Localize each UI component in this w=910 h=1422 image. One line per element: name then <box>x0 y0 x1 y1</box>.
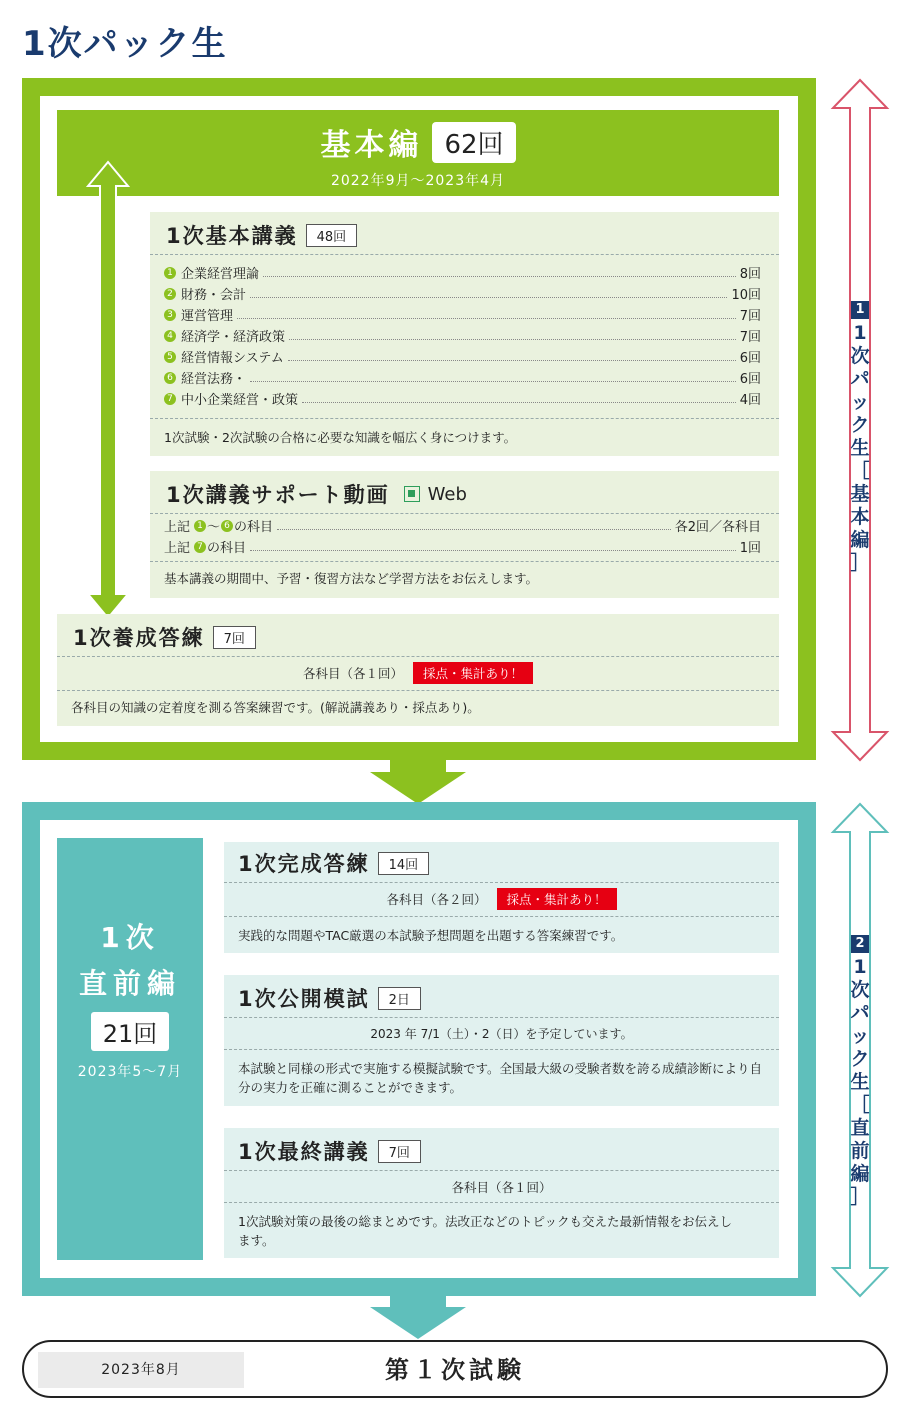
subject-count: 4回 <box>739 393 761 408</box>
side-label-basic <box>840 296 880 575</box>
final-section-name-line1: 1次 <box>100 921 160 954</box>
side-char: 1 <box>853 956 867 978</box>
side-char: ］ <box>850 552 870 574</box>
side-char: ク <box>850 1048 870 1070</box>
training-card <box>57 614 779 726</box>
training-schedule: 各科目（各１回） <box>302 666 403 681</box>
subject-number-icon: 5 <box>164 351 176 363</box>
subject-count: 7回 <box>739 330 761 345</box>
side-char: 前 <box>850 1140 870 1162</box>
subject-number-icon: 6 <box>221 520 233 532</box>
subject-label: 企業経営理論 <box>181 267 260 282</box>
basic-lecture-description: 1次試験・2次試験の合格に必要な知識を幅広く身につけます。 <box>164 430 517 445</box>
down-arrow-icon <box>370 1295 466 1339</box>
subject-count: 10回 <box>731 288 761 303</box>
subject-label: 運営管理 <box>181 309 234 324</box>
side-char: ］ <box>850 1186 870 1208</box>
side-char: 編 <box>850 529 870 551</box>
subject-number-icon: 3 <box>164 309 176 321</box>
support-video-card <box>150 471 779 598</box>
side-char: 直 <box>850 1117 870 1139</box>
mock-exam-schedule: 2023 年 7/1（土）・2（日）を予定しています。 <box>370 1027 633 1041</box>
basic-lecture-count: 48回 <box>306 224 358 247</box>
final-lecture-count: 7回 <box>378 1140 421 1163</box>
side-char: ［ <box>850 1094 870 1116</box>
side-char: パ <box>850 368 870 390</box>
mock-exam-description: 本試験と同様の形式で実施する模擬試験です。全国最大級の受験者数を誇る成績診断により自分の実力を正確に測ることができます。 <box>238 1061 763 1095</box>
subject-row <box>164 304 761 325</box>
side-char: 次 <box>850 345 870 367</box>
mock-exam-count: 2日 <box>378 987 421 1010</box>
mock-exam-title: 1次公開模試 <box>238 987 370 1011</box>
subject-number-icon: 4 <box>164 330 176 342</box>
support-row-sep: ～ <box>207 520 221 535</box>
side-char: ［ <box>850 460 870 482</box>
subject-count: 6回 <box>739 372 761 387</box>
subject-count: 6回 <box>739 351 761 366</box>
subject-row <box>164 262 761 283</box>
basic-section-period: 2022年9月～2023年4月 <box>330 173 506 189</box>
basic-section-count: 62回 <box>432 122 515 163</box>
web-icon <box>404 486 420 502</box>
page-title: 1次パック生 <box>22 24 228 64</box>
subject-number-icon: 7 <box>194 541 206 553</box>
basic-section-header <box>57 110 779 196</box>
subject-number-icon: 1 <box>164 267 176 279</box>
side-char: 生 <box>850 437 870 459</box>
side-char: 本 <box>850 506 870 528</box>
subject-row <box>164 346 761 367</box>
exam-date: 2023年8月 <box>38 1352 244 1388</box>
exam-title: 第１次試験 <box>385 1356 525 1384</box>
final-section-name-line2: 直前編 <box>78 967 181 1000</box>
side-char: パ <box>850 1002 870 1024</box>
side-char: ク <box>850 414 870 436</box>
side-char: 1 <box>853 322 867 344</box>
final-section-count: 21回 <box>91 1012 170 1051</box>
support-row-prefix: 上記 <box>164 520 191 535</box>
support-row-suffix: の科目 <box>207 541 247 556</box>
training-span-arrow-icon <box>86 160 130 620</box>
subject-row <box>164 388 761 409</box>
down-arrow-icon <box>370 758 466 804</box>
subject-number-icon: 1 <box>194 520 206 532</box>
subject-number-icon: 6 <box>164 372 176 384</box>
subject-count: 7回 <box>739 309 761 324</box>
side-char: ッ <box>850 1025 870 1047</box>
side-label-final <box>840 930 880 1209</box>
subject-label: 経済学・経済政策 <box>181 330 286 345</box>
subject-row <box>164 367 761 388</box>
completion-training-description: 実践的な問題やTAC厳選の本試験予想問題を出題する答案練習です。 <box>238 928 624 943</box>
side-char: ッ <box>850 391 870 413</box>
subject-label: 経営情報システム <box>181 351 284 366</box>
side-char: 次 <box>850 979 870 1001</box>
mock-exam-card <box>224 975 779 1106</box>
training-count: 7回 <box>213 626 256 649</box>
scoring-badge: 採点・集計あり！ <box>413 662 533 684</box>
basic-section-name: 基本編 <box>320 128 423 163</box>
scoring-badge: 採点・集計あり！ <box>497 888 617 910</box>
subject-label: 財務・会計 <box>181 288 247 303</box>
side-number-badge: 2 <box>851 935 869 953</box>
final-lecture-description: 1次試験対策の最後の総まとめです。法改正などのトピックも交えた最新情報をお伝えします。 <box>238 1214 732 1248</box>
side-char: 編 <box>850 1163 870 1185</box>
final-lecture-title: 1次最終講義 <box>238 1140 370 1164</box>
completion-training-count: 14回 <box>378 852 430 875</box>
subject-row <box>164 325 761 346</box>
side-char: 基 <box>850 483 870 505</box>
support-row <box>164 515 761 536</box>
support-row <box>164 536 761 557</box>
support-row-prefix: 上記 <box>164 541 191 556</box>
side-number-badge: 1 <box>851 301 869 319</box>
training-description: 各科目の知識の定着度を測る答案練習です。(解説講義あり・採点あり)。 <box>71 700 480 715</box>
subject-count: 8回 <box>739 267 761 282</box>
web-label: Web <box>427 483 467 505</box>
subject-label: 中小企業経営・政策 <box>181 393 299 408</box>
final-section-period: 2023年5～7月 <box>77 1064 183 1080</box>
subject-number-icon: 2 <box>164 288 176 300</box>
completion-training-schedule: 各科目（各２回） <box>386 892 487 907</box>
support-video-description: 基本講義の期間中、予習・復習方法など学習方法をお伝えします。 <box>164 571 539 586</box>
training-title: 1次養成答練 <box>73 626 205 650</box>
support-video-title: 1次講義サポート動画 <box>166 483 390 507</box>
support-row-suffix: の科目 <box>234 520 274 535</box>
subject-number-icon: 7 <box>164 393 176 405</box>
completion-training-title: 1次完成答練 <box>238 852 370 876</box>
basic-lecture-card <box>150 212 779 456</box>
subject-row <box>164 283 761 304</box>
completion-training-card <box>224 842 779 953</box>
final-lecture-card <box>224 1128 779 1258</box>
support-row-value: 1回 <box>739 541 761 556</box>
support-row-value: 各2回／各科目 <box>674 520 761 535</box>
basic-lecture-title: 1次基本講義 <box>166 224 298 248</box>
side-char: 生 <box>850 1071 870 1093</box>
final-lecture-schedule: 各科目（各１回） <box>451 1180 552 1195</box>
final-section-label <box>57 838 203 1260</box>
subject-label: 経営法務・ <box>181 372 247 387</box>
